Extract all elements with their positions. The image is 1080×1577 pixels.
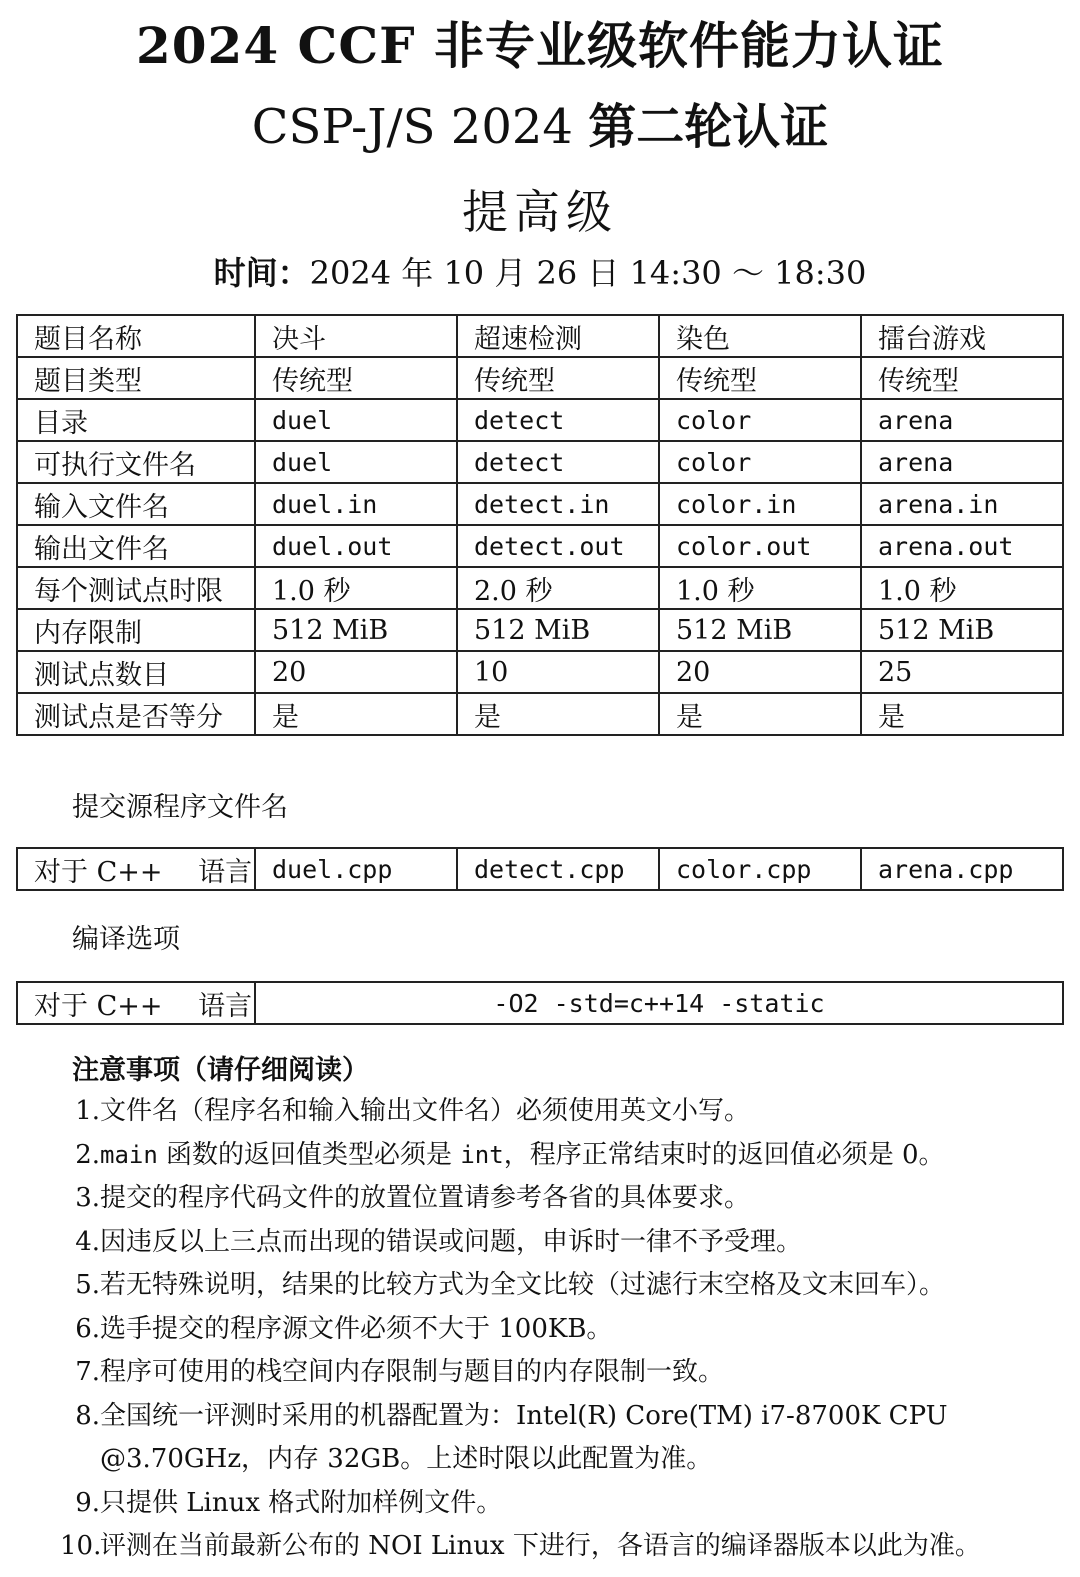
table-row-memory-limit	[17, 609, 1063, 651]
table-row-cpp-source	[17, 848, 1063, 890]
code-int: int	[460, 1140, 504, 1169]
cell-arena: 25	[861, 651, 1063, 693]
note-text: 若无特殊说明，结果的比较方式为全文比较（过滤行末空格及文末回车）。	[100, 1270, 946, 1300]
cell-duel: 决斗	[255, 315, 457, 357]
note-text: 全国统一评测时采用的机器配置为：Intel(R) Core(TM) i7-8700K CPU @3.70GHz，内存 32GB。上述时限以此配置为准。	[100, 1400, 948, 1474]
note-number: 6.	[75, 1313, 100, 1344]
row-label: 内存限制	[17, 609, 255, 651]
cell-detect: 超速检测	[457, 315, 659, 357]
cell-detect: 512 MiB	[457, 609, 659, 651]
row-label: 每个测试点时限	[17, 567, 255, 609]
cell-duel: duel	[255, 399, 457, 441]
list-item	[60, 1134, 1072, 1178]
row-label: 对于 C++ 语言	[17, 848, 255, 890]
list-item	[60, 1308, 1072, 1352]
note-text: 只提供 Linux 格式附加样例文件。	[100, 1487, 503, 1518]
row-label: 测试点是否等分	[17, 693, 255, 735]
table-row-directory	[17, 399, 1063, 441]
cell-duel: duel	[255, 441, 457, 483]
cell-detect: detect.cpp	[457, 848, 659, 890]
note-number: 3.	[75, 1183, 100, 1213]
note-text-part: ，程序正常结束时的返回值必须是 0。	[503, 1139, 945, 1170]
cell-detect: 传统型	[457, 357, 659, 399]
table-row-output-file	[17, 525, 1063, 567]
cell-detect: detect.in	[457, 483, 659, 525]
row-label: 对于 C++ 语言	[17, 982, 255, 1024]
table-row-equal-score	[17, 693, 1063, 735]
note-number: 10.	[60, 1531, 102, 1561]
cell-detect: detect.out	[457, 525, 659, 567]
code-main: main	[100, 1140, 158, 1169]
subtitle-chinese: 第二轮认证	[588, 99, 829, 155]
cell-color: color.out	[659, 525, 861, 567]
note-text: 程序可使用的栈空间内存限制与题目的内存限制一致。	[100, 1357, 725, 1387]
cell-detect: detect	[457, 441, 659, 483]
note-text: 评测在当前最新公布的 NOI Linux 下进行，各语言的编译器版本以此为准。	[100, 1531, 981, 1561]
cell-color: 传统型	[659, 357, 861, 399]
cell-arena: arena.out	[861, 525, 1063, 567]
cell-color: 是	[659, 693, 861, 735]
cell-color: color	[659, 399, 861, 441]
row-label: 题目类型	[17, 357, 255, 399]
note-number: 4.	[75, 1226, 100, 1257]
submit-section-label: 提交源程序文件名	[72, 792, 288, 823]
list-item	[60, 1525, 1072, 1569]
row-label: 输入文件名	[17, 483, 255, 525]
note-text: 文件名（程序名和输入输出文件名）必须使用英文小写。	[100, 1096, 751, 1126]
notes-list	[60, 1090, 1072, 1569]
cell-duel: duel.in	[255, 483, 457, 525]
row-label: 目录	[17, 399, 255, 441]
cell-arena: arena	[861, 441, 1063, 483]
table-row-test-count	[17, 651, 1063, 693]
cell-duel: 是	[255, 693, 457, 735]
cell-duel: 20	[255, 651, 457, 693]
cell-color: 512 MiB	[659, 609, 861, 651]
cell-detect: 是	[457, 693, 659, 735]
list-item	[60, 1090, 1072, 1134]
row-label: 测试点数目	[17, 651, 255, 693]
cell-color: color.in	[659, 483, 861, 525]
compile-flags: -O2 -std=c++14 -static	[255, 982, 1063, 1024]
cell-arena: 是	[861, 693, 1063, 735]
cell-color: color	[659, 441, 861, 483]
cell-duel: 512 MiB	[255, 609, 457, 651]
row-label: 题目名称	[17, 315, 255, 357]
submit-filename-table	[16, 847, 1064, 891]
cell-duel: 传统型	[255, 357, 457, 399]
cell-color: 1.0 秒	[659, 567, 861, 609]
problem-info-table	[16, 314, 1064, 736]
cell-color: 染色	[659, 315, 861, 357]
list-item	[60, 1221, 1072, 1265]
row-label: 可执行文件名	[17, 441, 255, 483]
notes-title: 注意事项（请仔细阅读）	[72, 1055, 369, 1086]
note-text-part: 函数的返回值类型必须是	[157, 1139, 461, 1170]
compile-section-label: 编译选项	[72, 924, 180, 955]
time-label: 时间：	[213, 254, 310, 292]
note-number: 7.	[75, 1357, 100, 1387]
table-row-problem-name	[17, 315, 1063, 357]
cell-arena: 传统型	[861, 357, 1063, 399]
list-item	[60, 1395, 1072, 1482]
cell-duel: 1.0 秒	[255, 567, 457, 609]
time-value: 2024 年 10 月 26 日 14:30 ～ 18:30	[309, 254, 867, 292]
note-text: 提交的程序代码文件的放置位置请参考各省的具体要求。	[100, 1183, 751, 1213]
compile-options-table	[16, 981, 1064, 1025]
cell-color: 20	[659, 651, 861, 693]
cell-arena: arena	[861, 399, 1063, 441]
cell-duel: duel.out	[255, 525, 457, 567]
page-title: 2024 CCF 非专业级软件能力认证	[135, 16, 945, 75]
list-item	[60, 1264, 1072, 1308]
cell-arena: arena.cpp	[861, 848, 1063, 890]
list-item	[60, 1482, 1072, 1526]
note-text: 选手提交的程序源文件必须不大于 100KB。	[100, 1313, 613, 1344]
cell-color: color.cpp	[659, 848, 861, 890]
note-text	[100, 1134, 1072, 1178]
cell-arena: arena.in	[861, 483, 1063, 525]
note-number: 5.	[75, 1270, 100, 1300]
cell-detect: detect	[457, 399, 659, 441]
cell-arena: 512 MiB	[861, 609, 1063, 651]
cell-duel: duel.cpp	[255, 848, 457, 890]
row-label: 输出文件名	[17, 525, 255, 567]
note-number: 9.	[75, 1487, 100, 1518]
subtitle-latin: CSP-J/S 2024	[251, 99, 589, 155]
cell-detect: 10	[457, 651, 659, 693]
table-row-cpp-compile	[17, 982, 1063, 1024]
table-row-time-limit	[17, 567, 1063, 609]
note-number: 8.	[75, 1400, 100, 1431]
cell-detect: 2.0 秒	[457, 567, 659, 609]
contest-time	[0, 248, 1080, 294]
table-row-executable	[17, 441, 1063, 483]
cell-arena: 擂台游戏	[861, 315, 1063, 357]
page-subtitle	[0, 88, 1080, 157]
table-row-problem-type	[17, 357, 1063, 399]
contest-level: 提高级	[462, 185, 618, 239]
list-item	[60, 1177, 1072, 1221]
table-row-input-file	[17, 483, 1063, 525]
note-number: 1.	[75, 1096, 100, 1126]
note-text: 因违反以上三点而出现的错误或问题，申诉时一律不予受理。	[100, 1226, 803, 1257]
cell-arena: 1.0 秒	[861, 567, 1063, 609]
list-item	[60, 1351, 1072, 1395]
note-number: 2.	[75, 1139, 100, 1170]
